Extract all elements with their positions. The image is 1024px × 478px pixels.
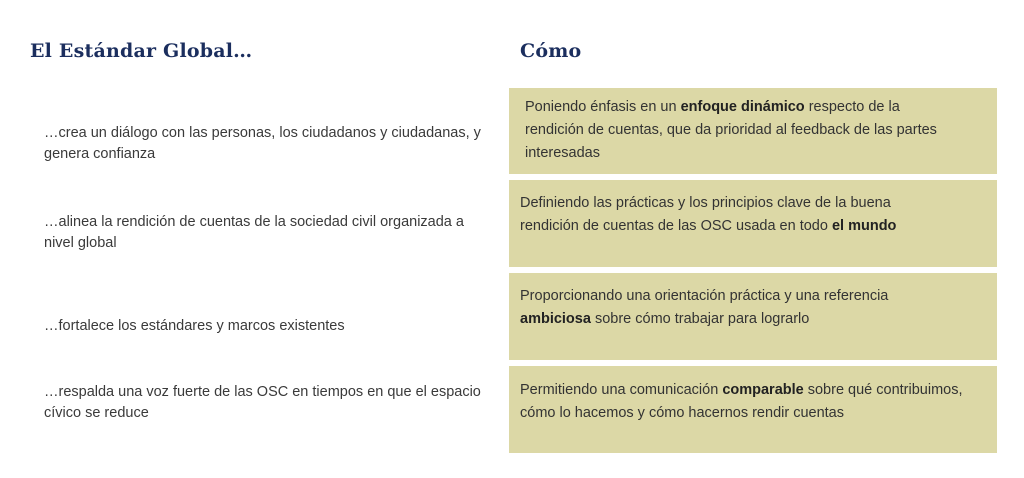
left-heading: El Estándar Global…: [30, 40, 253, 62]
left-item-fortalece: …fortalece los estándares y marcos existentes: [44, 318, 345, 334]
left-item-dialogo: …crea un diálogo con las personas, los ciudadanos y ciudadanas, y genera confianza: [44, 125, 481, 162]
right-heading: Cómo: [520, 40, 582, 62]
how-box-text: sobre qué contribuimos, cómo lo hacemos y cómo hacernos rendir cuentas: [520, 382, 963, 421]
how-box-bold: enfoque dinámico: [680, 99, 805, 115]
how-box-mundo: [509, 180, 997, 267]
how-box-ambiciosa: [509, 273, 997, 360]
how-box-bold: el mundo: [831, 218, 897, 234]
how-box-enfoque: [509, 88, 997, 174]
how-box-comparable: [509, 366, 997, 453]
how-box-text: Poniendo énfasis en un: [525, 99, 681, 115]
left-item-alinea: …alinea la rendición de cuentas de la sociedad civil organizada a nivel global: [44, 214, 464, 251]
how-box-text: Definiendo las prácticas y los principios clave de la buena rendición de cuentas de las OSC usada en todo: [520, 195, 891, 234]
how-box-text: Permitiendo una comunicación: [520, 382, 723, 398]
how-box-bold: ambiciosa: [520, 311, 591, 327]
how-box-text: sobre cómo trabajar para lograrlo: [590, 311, 810, 327]
left-item-respalda: …respalda una voz fuerte de las OSC en tiempos en que el espacio cívico se reduce: [44, 384, 481, 421]
how-box-bold: comparable: [722, 382, 804, 398]
how-box-text: Proporcionando una orientación práctica y una referencia: [520, 288, 889, 304]
how-box-text: respecto de la rendición de cuentas, que da prioridad al feedback de las partes interesadas: [525, 99, 937, 161]
